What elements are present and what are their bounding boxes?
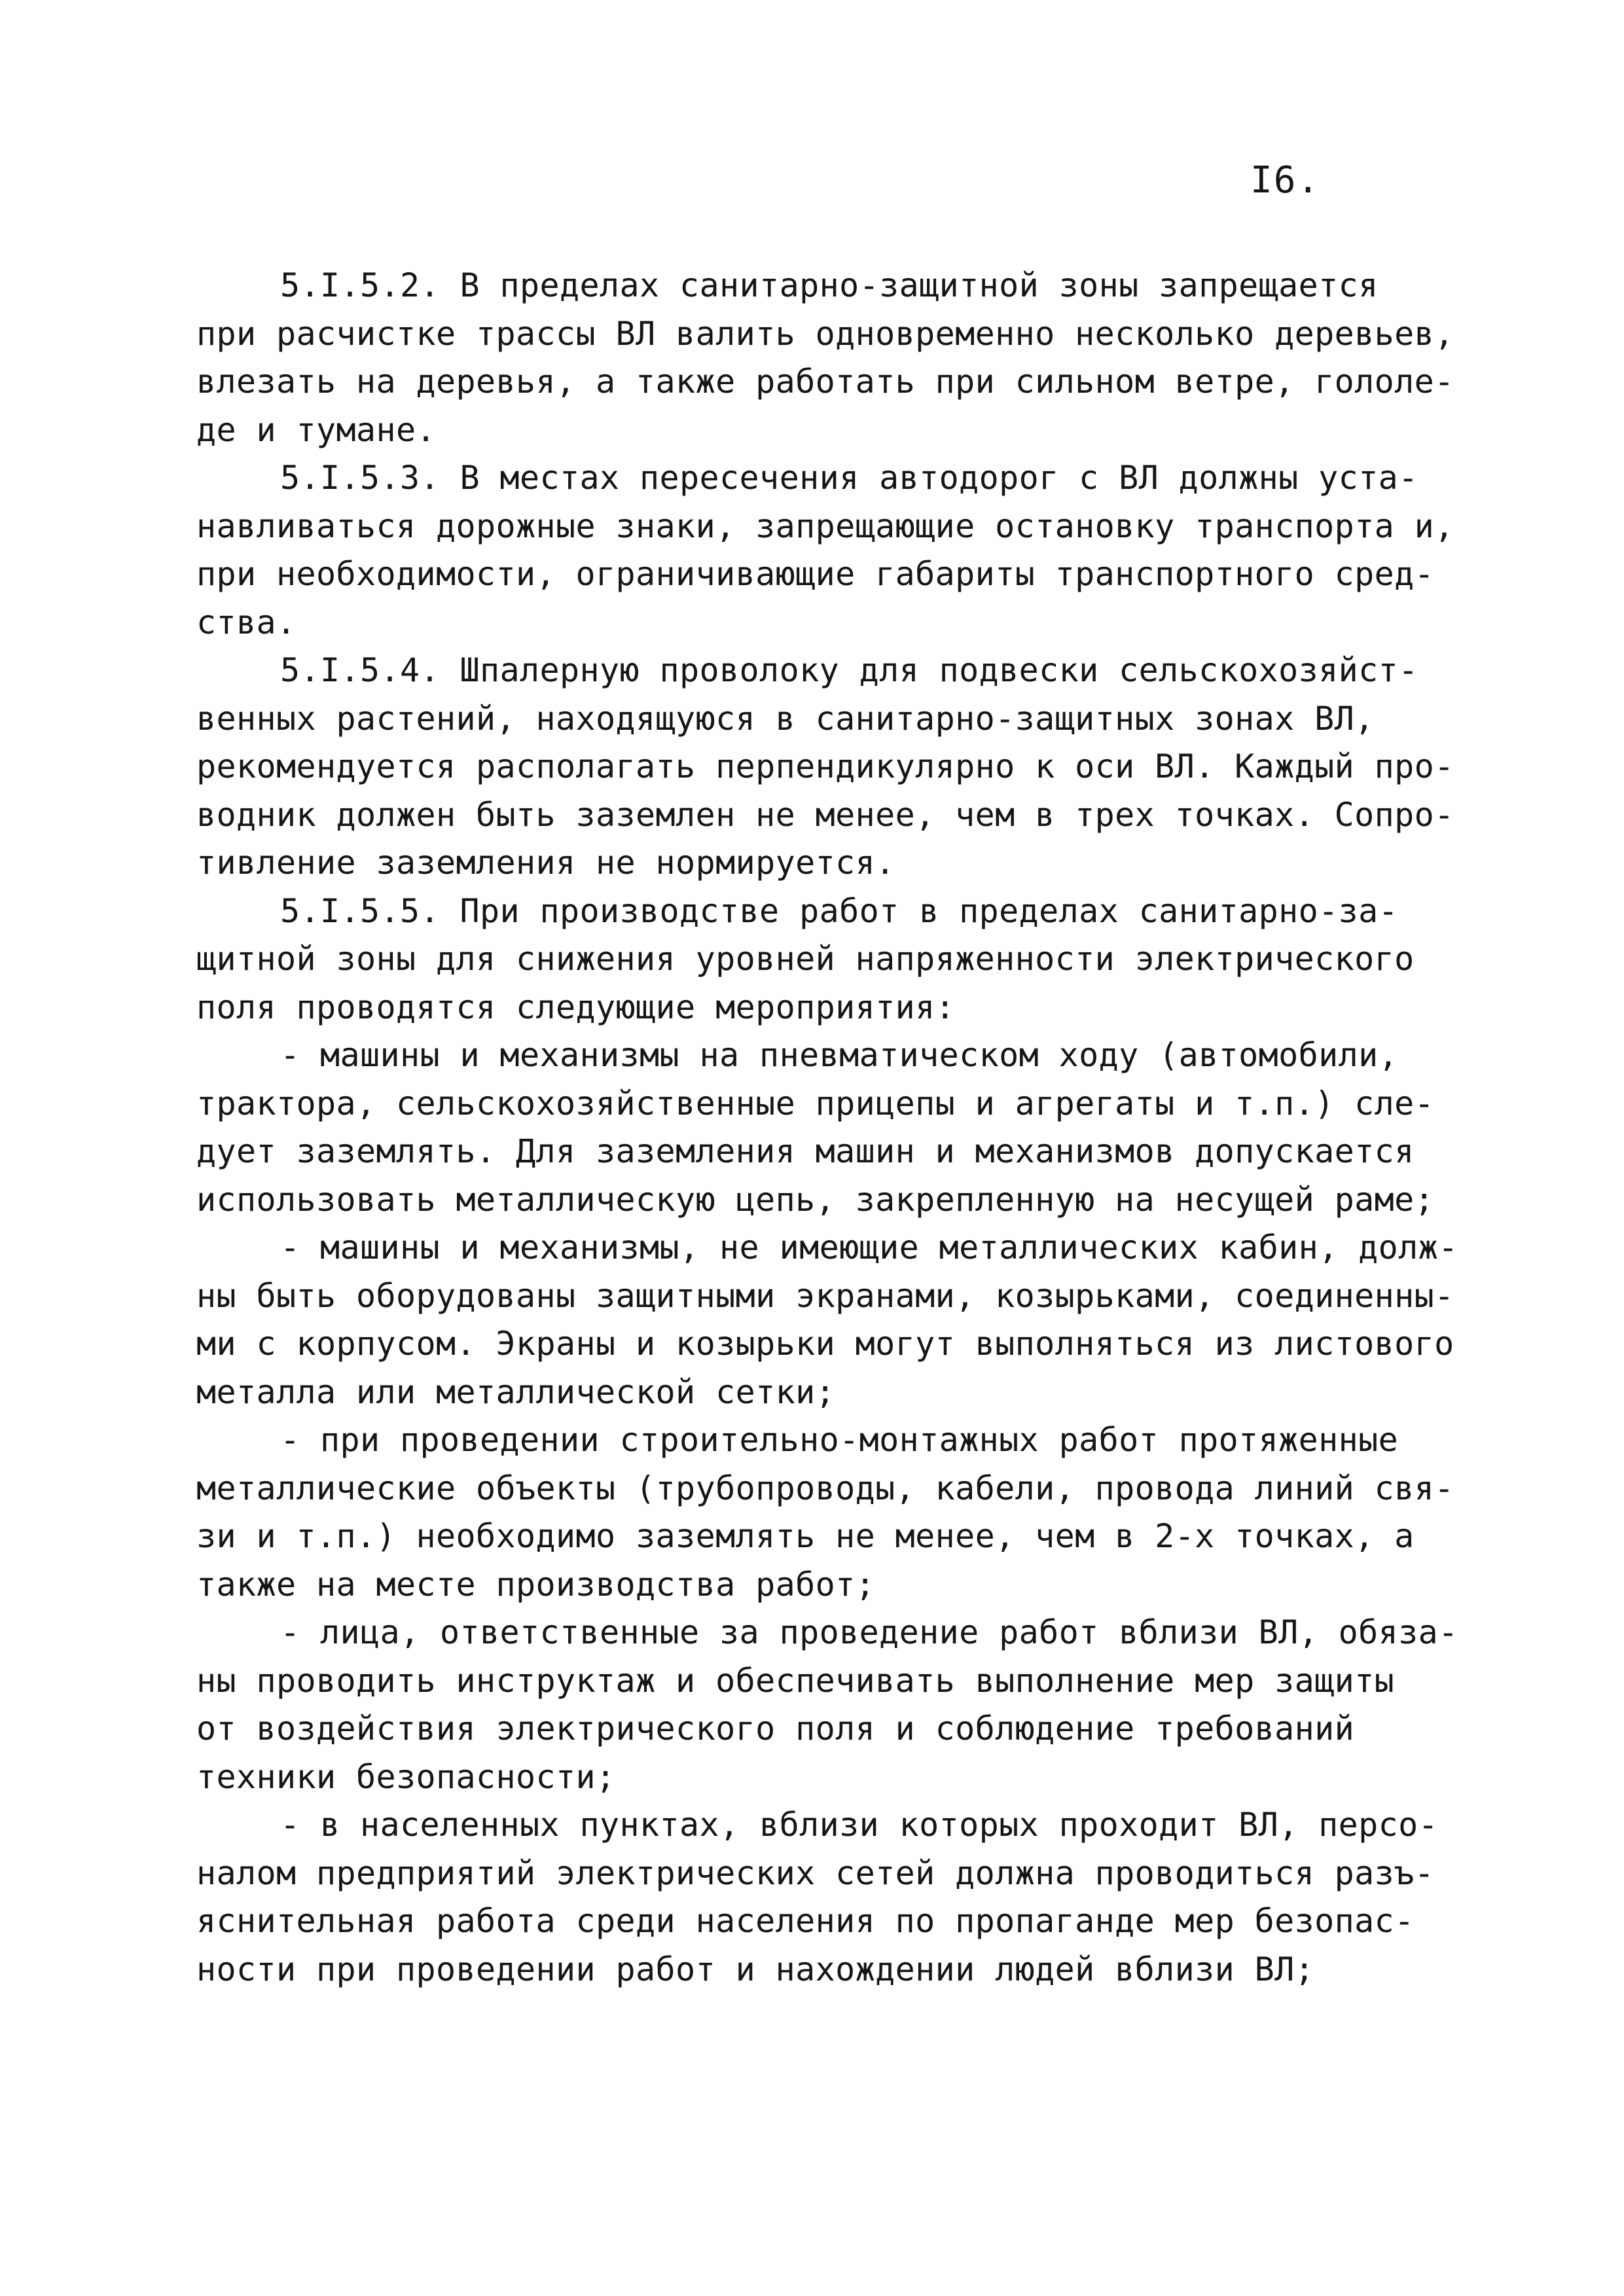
- text-line: 5.I.5.3. В местах пересечения автодорог с ВЛ должны уста-: [280, 459, 1418, 497]
- text-line: водник должен быть заземлен не менее, чем в трех точках. Сопро-: [196, 795, 1454, 834]
- text-line: тивление заземления не нормируется.: [196, 844, 895, 882]
- text-line: техники безопасности;: [196, 1757, 616, 1796]
- text-line: навливаться дорожные знаки, запрещающие остановку транспорта и,: [196, 507, 1454, 545]
- text-line: дует заземлять. Для заземления машин и механизмов допускается: [196, 1132, 1415, 1170]
- text-line: ства.: [196, 603, 297, 641]
- text-line: поля проводятся следующие мероприятия:: [196, 988, 956, 1026]
- text-line: зи и т.п.) необходимо заземлять не менее, чем в 2-х точках, а: [196, 1517, 1415, 1555]
- text-line: - в населенных пунктах, вблизи которых проходит ВЛ, персо-: [280, 1806, 1439, 1844]
- page-number: I6.: [1250, 159, 1321, 202]
- text-line: при расчистке трассы ВЛ валить одновременно несколько деревьев,: [196, 314, 1454, 353]
- text-line: ми с корпусом. Экраны и козырьки могут выполняться из листового: [196, 1325, 1454, 1363]
- text-line: 5.I.5.4. Шпалерную проволоку для подвески сельскохозяйст-: [280, 651, 1418, 689]
- text-line: трактора, сельскохозяйственные прицепы и агрегаты и т.п.) сле-: [196, 1084, 1435, 1122]
- text-line: от воздействия электрического поля и соблюдение требований: [196, 1710, 1355, 1748]
- text-line: влезать на деревья, а также работать при сильном ветре, гололе-: [196, 363, 1454, 401]
- text-line: металла или металлической сетки;: [196, 1372, 836, 1411]
- text-line: - машины и механизмы, не имеющие металлических кабин, долж-: [280, 1229, 1458, 1266]
- body-text: [196, 262, 1466, 1994]
- text-line: металлические объекты (трубопроводы, кабели, провода линий свя-: [196, 1469, 1454, 1507]
- text-line: при необходимости, ограничивающие габариты транспортного сред-: [196, 555, 1435, 593]
- text-line: использовать металлическую цепь, закрепленную на несущей раме;: [196, 1180, 1435, 1219]
- text-line: щитной зоны для снижения уровней напряженности электрического: [196, 940, 1415, 978]
- text-line: венных растений, находящуюся в санитарно-защитных зонах ВЛ,: [196, 699, 1375, 738]
- text-line: также на месте производства работ;: [196, 1565, 876, 1604]
- text-line: де и тумане.: [196, 410, 437, 449]
- text-line: - машины и механизмы на пневматическом ходу (автомобили,: [280, 1036, 1399, 1074]
- text-line: ности при проведении работ и нахождении людей вблизи ВЛ;: [196, 1950, 1315, 1988]
- text-line: 5.I.5.2. В пределах санитарно-защитной зоны запрещается: [280, 266, 1379, 304]
- text-line: - лица, ответственные за проведение работ вблизи ВЛ, обяза-: [280, 1613, 1458, 1651]
- text-line: яснительная работа среди населения по пропаганде мер безопас-: [196, 1902, 1415, 1940]
- text-line: ны быть оборудованы защитными экранами, козырьками, соединенны-: [196, 1276, 1454, 1315]
- text-line: налом предприятий электрических сетей должна проводиться разъ-: [196, 1854, 1435, 1892]
- text-line: 5.I.5.5. При производстве работ в пределах санитарно-за-: [280, 891, 1399, 930]
- text-line: ны проводить инструктаж и обеспечивать выполнение мер защиты: [196, 1661, 1395, 1700]
- text-line: рекомендуется располагать перпендикулярно к оси ВЛ. Каждый про-: [196, 747, 1454, 785]
- text-line: - при проведении строительно-монтажных работ протяженные: [280, 1421, 1399, 1459]
